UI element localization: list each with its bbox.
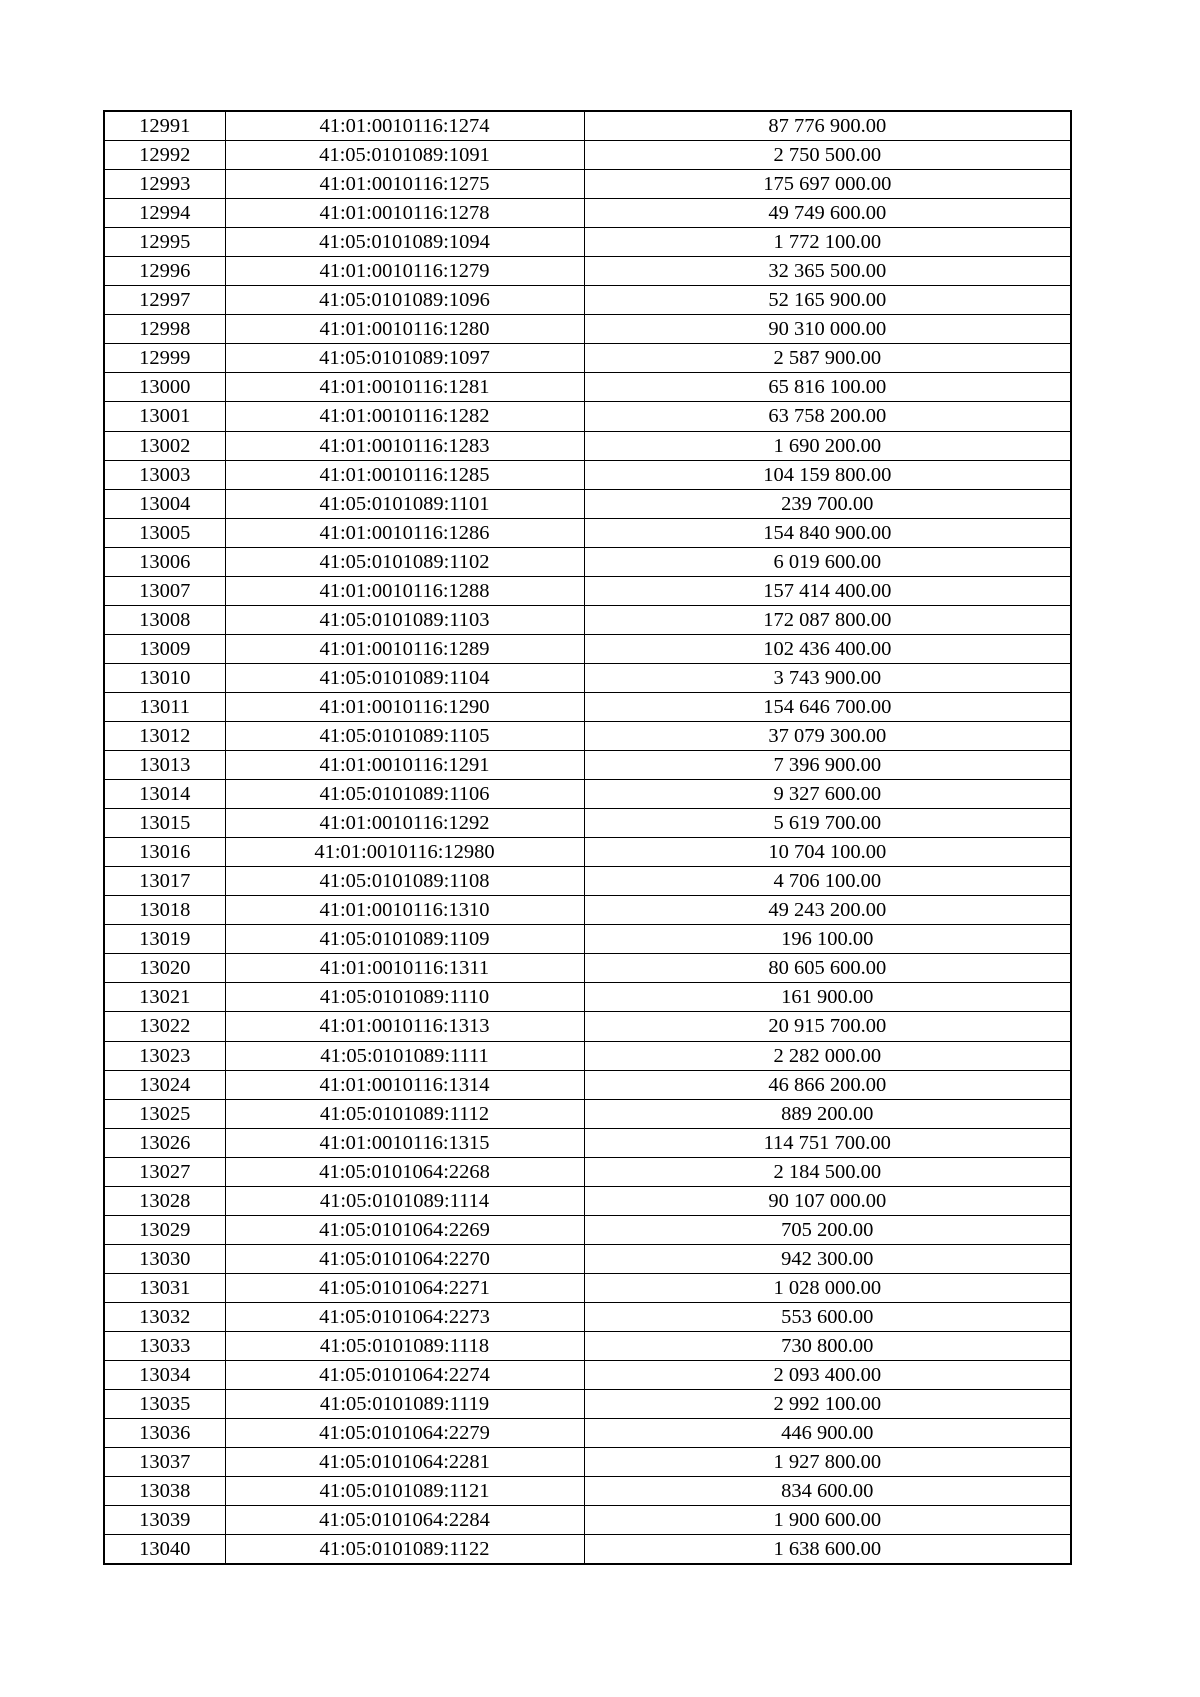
table-row	[104, 605, 1071, 634]
table-row	[104, 1273, 1071, 1302]
row-number-cell: 13007	[104, 576, 225, 605]
cadastral-value-cell: 102 436 400.00	[584, 634, 1071, 663]
cadastral-value-cell: 46 866 200.00	[584, 1070, 1071, 1099]
cadastral-number-cell: 41:05:0101089:1096	[225, 286, 584, 315]
table-row	[104, 1535, 1071, 1565]
cadastral-value-cell: 889 200.00	[584, 1099, 1071, 1128]
cadastral-value-cell: 2 750 500.00	[584, 141, 1071, 170]
cadastral-value-cell: 90 310 000.00	[584, 315, 1071, 344]
cadastral-number-cell: 41:05:0101064:2273	[225, 1302, 584, 1331]
cadastral-value-cell: 161 900.00	[584, 983, 1071, 1012]
row-number-cell: 13034	[104, 1361, 225, 1390]
cadastral-value-cell: 1 638 600.00	[584, 1535, 1071, 1565]
cadastral-value-cell: 49 243 200.00	[584, 896, 1071, 925]
cadastral-value-cell: 2 587 900.00	[584, 344, 1071, 373]
table-row	[104, 925, 1071, 954]
cadastral-value-cell: 49 749 600.00	[584, 199, 1071, 228]
cadastral-value-cell: 446 900.00	[584, 1419, 1071, 1448]
cadastral-value-cell: 1 690 200.00	[584, 431, 1071, 460]
cadastral-number-cell: 41:01:0010116:1285	[225, 460, 584, 489]
table-row	[104, 983, 1071, 1012]
table-row	[104, 1041, 1071, 1070]
table-row	[104, 141, 1071, 170]
table-row	[104, 402, 1071, 431]
row-number-cell: 13037	[104, 1448, 225, 1477]
cadastral-value-cell: 834 600.00	[584, 1477, 1071, 1506]
row-number-cell: 12992	[104, 141, 225, 170]
cadastral-number-cell: 41:05:0101064:2274	[225, 1361, 584, 1390]
cadastral-value-cell: 104 159 800.00	[584, 460, 1071, 489]
table-row	[104, 1157, 1071, 1186]
row-number-cell: 12998	[104, 315, 225, 344]
row-number-cell: 13027	[104, 1157, 225, 1186]
cadastral-value-cell: 1 900 600.00	[584, 1506, 1071, 1535]
row-number-cell: 13039	[104, 1506, 225, 1535]
cadastral-number-cell: 41:01:0010116:1292	[225, 809, 584, 838]
row-number-cell: 13014	[104, 780, 225, 809]
row-number-cell: 13031	[104, 1273, 225, 1302]
row-number-cell: 13017	[104, 867, 225, 896]
row-number-cell: 12997	[104, 286, 225, 315]
table-row	[104, 896, 1071, 925]
cadastral-number-cell: 41:05:0101064:2271	[225, 1273, 584, 1302]
table-row	[104, 634, 1071, 663]
table-row	[104, 838, 1071, 867]
cadastral-number-cell: 41:05:0101089:1121	[225, 1477, 584, 1506]
cadastral-value-cell: 80 605 600.00	[584, 954, 1071, 983]
table-row	[104, 286, 1071, 315]
cadastral-value-cell: 172 087 800.00	[584, 605, 1071, 634]
row-number-cell: 13004	[104, 489, 225, 518]
table-row	[104, 1361, 1071, 1390]
cadastral-value-cell: 942 300.00	[584, 1244, 1071, 1273]
row-number-cell: 13006	[104, 547, 225, 576]
table-row	[104, 780, 1071, 809]
table-row	[104, 721, 1071, 750]
row-number-cell: 13008	[104, 605, 225, 634]
table-row	[104, 1186, 1071, 1215]
row-number-cell: 13036	[104, 1419, 225, 1448]
cadastral-number-cell: 41:01:0010116:1282	[225, 402, 584, 431]
row-number-cell: 13003	[104, 460, 225, 489]
cadastral-value-table	[103, 110, 1072, 1565]
table-row	[104, 1012, 1071, 1041]
cadastral-value-cell: 239 700.00	[584, 489, 1071, 518]
row-number-cell: 13038	[104, 1477, 225, 1506]
table-row	[104, 431, 1071, 460]
row-number-cell: 13026	[104, 1128, 225, 1157]
cadastral-value-cell: 730 800.00	[584, 1331, 1071, 1360]
cadastral-value-cell: 175 697 000.00	[584, 170, 1071, 199]
table-row	[104, 1477, 1071, 1506]
cadastral-value-cell: 63 758 200.00	[584, 402, 1071, 431]
table-row	[104, 1390, 1071, 1419]
cadastral-number-cell: 41:01:0010116:1283	[225, 431, 584, 460]
cadastral-number-cell: 41:05:0101089:1110	[225, 983, 584, 1012]
row-number-cell: 13029	[104, 1215, 225, 1244]
cadastral-number-cell: 41:05:0101089:1101	[225, 489, 584, 518]
table-row	[104, 1302, 1071, 1331]
cadastral-number-cell: 41:05:0101089:1118	[225, 1331, 584, 1360]
table-row	[104, 489, 1071, 518]
row-number-cell: 12994	[104, 199, 225, 228]
table-row	[104, 199, 1071, 228]
row-number-cell: 13021	[104, 983, 225, 1012]
cadastral-number-cell: 41:05:0101089:1106	[225, 780, 584, 809]
table-row	[104, 663, 1071, 692]
cadastral-value-cell: 9 327 600.00	[584, 780, 1071, 809]
row-number-cell: 13020	[104, 954, 225, 983]
table-row	[104, 1128, 1071, 1157]
row-number-cell: 12996	[104, 257, 225, 286]
cadastral-value-cell: 705 200.00	[584, 1215, 1071, 1244]
row-number-cell: 13033	[104, 1331, 225, 1360]
cadastral-number-cell: 41:05:0101089:1114	[225, 1186, 584, 1215]
cadastral-number-cell: 41:01:0010116:1315	[225, 1128, 584, 1157]
table-row	[104, 576, 1071, 605]
cadastral-value-cell: 32 365 500.00	[584, 257, 1071, 286]
cadastral-value-cell: 157 414 400.00	[584, 576, 1071, 605]
cadastral-value-cell: 4 706 100.00	[584, 867, 1071, 896]
cadastral-value-cell: 3 743 900.00	[584, 663, 1071, 692]
table-row	[104, 809, 1071, 838]
row-number-cell: 13000	[104, 373, 225, 402]
row-number-cell: 13023	[104, 1041, 225, 1070]
cadastral-number-cell: 41:01:0010116:1280	[225, 315, 584, 344]
row-number-cell: 13005	[104, 518, 225, 547]
cadastral-number-cell: 41:01:0010116:1311	[225, 954, 584, 983]
row-number-cell: 13040	[104, 1535, 225, 1565]
row-number-cell: 13009	[104, 634, 225, 663]
table-row	[104, 373, 1071, 402]
row-number-cell: 13019	[104, 925, 225, 954]
cadastral-number-cell: 41:01:0010116:1290	[225, 692, 584, 721]
row-number-cell: 13025	[104, 1099, 225, 1128]
row-number-cell: 13022	[104, 1012, 225, 1041]
table-row	[104, 692, 1071, 721]
cadastral-number-cell: 41:01:0010116:1313	[225, 1012, 584, 1041]
table-row	[104, 170, 1071, 199]
row-number-cell: 13015	[104, 809, 225, 838]
row-number-cell: 13010	[104, 663, 225, 692]
row-number-cell: 13030	[104, 1244, 225, 1273]
cadastral-number-cell: 41:01:0010116:1289	[225, 634, 584, 663]
cadastral-number-cell: 41:01:0010116:12980	[225, 838, 584, 867]
table-row	[104, 1070, 1071, 1099]
row-number-cell: 13012	[104, 721, 225, 750]
cadastral-value-cell: 2 282 000.00	[584, 1041, 1071, 1070]
cadastral-value-cell: 65 816 100.00	[584, 373, 1071, 402]
table-row	[104, 111, 1071, 141]
cadastral-number-cell: 41:05:0101089:1122	[225, 1535, 584, 1565]
cadastral-value-cell: 20 915 700.00	[584, 1012, 1071, 1041]
cadastral-number-cell: 41:05:0101064:2270	[225, 1244, 584, 1273]
cadastral-number-cell: 41:05:0101064:2281	[225, 1448, 584, 1477]
cadastral-value-cell: 2 992 100.00	[584, 1390, 1071, 1419]
table-row	[104, 257, 1071, 286]
cadastral-number-cell: 41:05:0101064:2269	[225, 1215, 584, 1244]
cadastral-number-cell: 41:05:0101089:1091	[225, 141, 584, 170]
row-number-cell: 13011	[104, 692, 225, 721]
table-row	[104, 751, 1071, 780]
row-number-cell: 13032	[104, 1302, 225, 1331]
row-number-cell: 13018	[104, 896, 225, 925]
cadastral-value-cell: 37 079 300.00	[584, 721, 1071, 750]
row-number-cell: 13002	[104, 431, 225, 460]
cadastral-number-cell: 41:01:0010116:1278	[225, 199, 584, 228]
cadastral-number-cell: 41:05:0101089:1094	[225, 228, 584, 257]
cadastral-number-cell: 41:05:0101064:2268	[225, 1157, 584, 1186]
cadastral-value-cell: 196 100.00	[584, 925, 1071, 954]
cadastral-number-cell: 41:05:0101089:1119	[225, 1390, 584, 1419]
row-number-cell: 13028	[104, 1186, 225, 1215]
cadastral-number-cell: 41:05:0101064:2279	[225, 1419, 584, 1448]
table-row	[104, 1244, 1071, 1273]
cadastral-number-cell: 41:01:0010116:1281	[225, 373, 584, 402]
cadastral-value-cell: 6 019 600.00	[584, 547, 1071, 576]
table-row	[104, 1506, 1071, 1535]
cadastral-number-cell: 41:05:0101089:1104	[225, 663, 584, 692]
row-number-cell: 12991	[104, 111, 225, 141]
cadastral-value-cell: 1 927 800.00	[584, 1448, 1071, 1477]
cadastral-number-cell: 41:01:0010116:1275	[225, 170, 584, 199]
table-body	[104, 111, 1071, 1564]
cadastral-number-cell: 41:05:0101089:1097	[225, 344, 584, 373]
cadastral-value-cell: 1 028 000.00	[584, 1273, 1071, 1302]
cadastral-value-cell: 553 600.00	[584, 1302, 1071, 1331]
cadastral-value-cell: 154 646 700.00	[584, 692, 1071, 721]
row-number-cell: 13024	[104, 1070, 225, 1099]
table-row	[104, 954, 1071, 983]
cadastral-value-cell: 90 107 000.00	[584, 1186, 1071, 1215]
cadastral-value-cell: 7 396 900.00	[584, 751, 1071, 780]
cadastral-value-cell: 2 093 400.00	[584, 1361, 1071, 1390]
table-row	[104, 228, 1071, 257]
cadastral-value-cell: 87 776 900.00	[584, 111, 1071, 141]
cadastral-number-cell: 41:05:0101089:1102	[225, 547, 584, 576]
cadastral-value-cell: 114 751 700.00	[584, 1128, 1071, 1157]
table-row	[104, 518, 1071, 547]
row-number-cell: 13016	[104, 838, 225, 867]
row-number-cell: 12999	[104, 344, 225, 373]
table-row	[104, 1099, 1071, 1128]
row-number-cell: 12993	[104, 170, 225, 199]
row-number-cell: 12995	[104, 228, 225, 257]
table-row	[104, 460, 1071, 489]
cadastral-number-cell: 41:05:0101089:1111	[225, 1041, 584, 1070]
cadastral-number-cell: 41:05:0101089:1109	[225, 925, 584, 954]
cadastral-number-cell: 41:05:0101089:1108	[225, 867, 584, 896]
cadastral-number-cell: 41:01:0010116:1310	[225, 896, 584, 925]
cadastral-value-cell: 154 840 900.00	[584, 518, 1071, 547]
cadastral-number-cell: 41:01:0010116:1279	[225, 257, 584, 286]
cadastral-number-cell: 41:05:0101089:1105	[225, 721, 584, 750]
cadastral-value-cell: 5 619 700.00	[584, 809, 1071, 838]
table-row	[104, 547, 1071, 576]
cadastral-number-cell: 41:05:0101064:2284	[225, 1506, 584, 1535]
table-row	[104, 344, 1071, 373]
cadastral-value-cell: 52 165 900.00	[584, 286, 1071, 315]
row-number-cell: 13001	[104, 402, 225, 431]
table-row	[104, 867, 1071, 896]
cadastral-number-cell: 41:01:0010116:1291	[225, 751, 584, 780]
cadastral-value-cell: 10 704 100.00	[584, 838, 1071, 867]
cadastral-value-cell: 1 772 100.00	[584, 228, 1071, 257]
row-number-cell: 13013	[104, 751, 225, 780]
table-row	[104, 1215, 1071, 1244]
cadastral-value-cell: 2 184 500.00	[584, 1157, 1071, 1186]
cadastral-number-cell: 41:01:0010116:1286	[225, 518, 584, 547]
cadastral-number-cell: 41:01:0010116:1274	[225, 111, 584, 141]
table-row	[104, 1331, 1071, 1360]
cadastral-number-cell: 41:01:0010116:1314	[225, 1070, 584, 1099]
cadastral-number-cell: 41:05:0101089:1103	[225, 605, 584, 634]
cadastral-number-cell: 41:05:0101089:1112	[225, 1099, 584, 1128]
cadastral-number-cell: 41:01:0010116:1288	[225, 576, 584, 605]
table-row	[104, 1448, 1071, 1477]
table-row	[104, 315, 1071, 344]
row-number-cell: 13035	[104, 1390, 225, 1419]
table-row	[104, 1419, 1071, 1448]
